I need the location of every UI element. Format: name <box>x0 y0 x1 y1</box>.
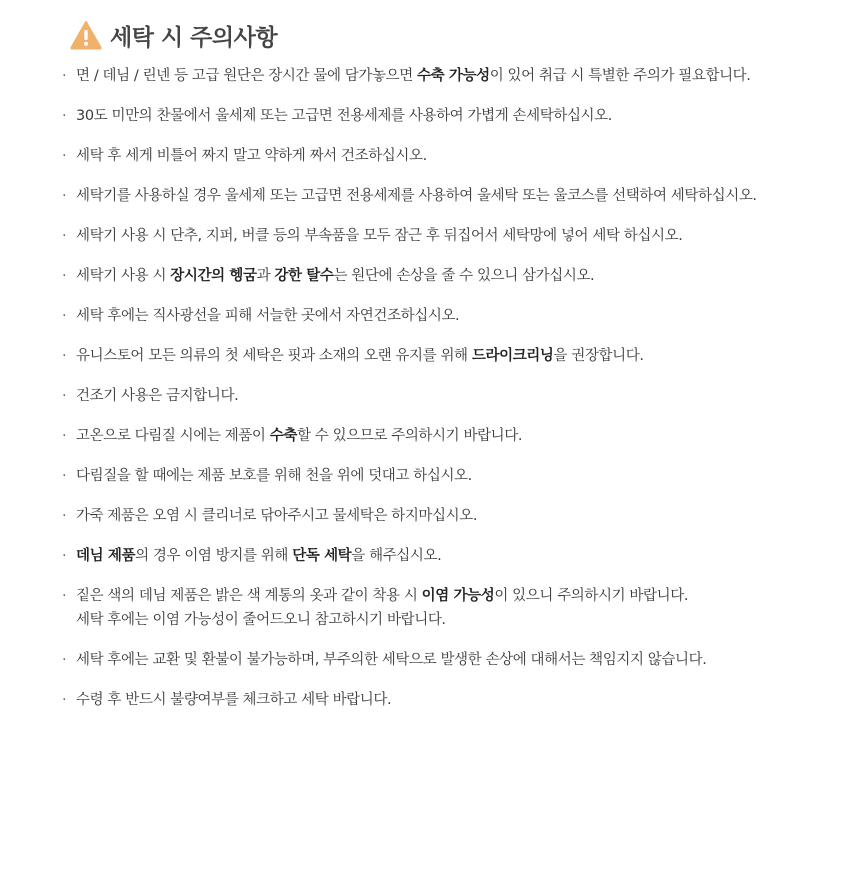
list-item-text: 세탁 후에는 교환 및 환불이 불가능하며, 부주의한 세탁으로 발생한 손상에 대해서는 책임지지 않습니다. <box>76 652 707 668</box>
list-item-text: 가죽 제품은 오염 시 클리너로 닦아주시고 물세탁은 하지마십시오. <box>76 508 478 524</box>
list-item-text: 을 권장합니다. <box>553 348 644 364</box>
list-item <box>62 504 842 528</box>
list-item-text: 짙은 색의 데님 제품은 밝은 색 계통의 옷과 같이 착용 시 <box>76 588 422 604</box>
emphasis-text: 장시간의 헹굼 <box>170 268 257 284</box>
list-item <box>62 304 842 328</box>
emphasis-text: 수축 <box>269 428 297 444</box>
list-item <box>62 544 842 568</box>
warning-icon <box>70 20 102 50</box>
list-item-text: 는 원단에 손상을 줄 수 있으니 삼가십시오. <box>333 268 595 284</box>
list-item <box>62 104 842 128</box>
list-item <box>62 184 842 208</box>
list-item <box>62 144 842 168</box>
list-item-text: 30도 미만의 찬물에서 울세제 또는 고급면 전용세제를 사용하여 가볍게 손세탁하십시오. <box>76 108 612 124</box>
list-item-text: 수령 후 반드시 불량여부를 체크하고 세탁 바랍니다. <box>76 692 392 708</box>
list-item-text: 할 수 있으므로 주의하시기 바랍니다. <box>296 428 523 444</box>
list-item <box>62 688 842 712</box>
list-item-text: 이 있어 취급 시 특별한 주의가 필요합니다. <box>489 68 751 84</box>
emphasis-text: 수축 가능성 <box>417 68 490 84</box>
list-item <box>62 424 842 448</box>
emphasis-text: 이염 가능성 <box>421 588 495 604</box>
list-item <box>62 384 842 408</box>
list-item <box>62 64 842 88</box>
list-item <box>62 648 842 672</box>
list-item-text: 을 해주십시오. <box>351 548 442 564</box>
list-item <box>62 264 842 288</box>
list-item-text: 세탁기 사용 시 단추, 지퍼, 버클 등의 부속품을 모두 잠근 후 뒤집어서 세탁망에 넣어 세탁 하십시오. <box>76 228 683 244</box>
list-item-text: 세탁 후에는 이염 가능성이 줄어드오니 참고하시기 바랍니다. <box>76 612 446 628</box>
list-item-text: 과 <box>256 268 275 284</box>
instruction-list <box>62 64 842 728</box>
list-item-text: 세탁 후에는 직사광선을 피해 서늘한 곳에서 자연건조하십시오. <box>76 308 460 324</box>
emphasis-text: 단독 세탁 <box>292 548 352 564</box>
list-item <box>62 344 842 368</box>
list-item-text: 고온으로 다림질 시에는 제품이 <box>76 428 270 444</box>
list-item-text: 세탁 후 세게 비틀어 짜지 말고 약하게 짜서 건조하십시오. <box>76 148 427 164</box>
list-item <box>62 464 842 488</box>
emphasis-text: 데님 제품 <box>76 548 136 564</box>
list-item-text: 세탁기 사용 시 <box>76 268 171 284</box>
list-item <box>62 224 842 248</box>
emphasis-text: 강한 탈수 <box>274 268 334 284</box>
list-item-text: 의 경우 이염 방지를 위해 <box>135 548 293 564</box>
list-item-text: 건조기 사용은 금지합니다. <box>76 388 239 404</box>
list-item-text: 이 있으니 주의하시기 바랍니다. <box>494 588 689 604</box>
section-header <box>70 18 277 52</box>
list-item-text: 다림질을 할 때에는 제품 보호를 위해 천을 위에 덧대고 하십시오. <box>76 468 472 484</box>
list-item-text: 면 / 데님 / 린넨 등 고급 원단은 장시간 물에 담가놓으면 <box>76 68 418 84</box>
list-item-text: 유니스토어 모든 의류의 첫 세탁은 핏과 소재의 오랜 유지를 위해 <box>76 348 472 364</box>
list-item <box>62 584 842 632</box>
page-title: 세탁 시 주의사항 <box>110 24 278 51</box>
list-item-text: 세탁기를 사용하실 경우 울세제 또는 고급면 전용세제를 사용하여 울세탁 또는 울코스를 선택하여 세탁하십시오. <box>76 188 757 204</box>
emphasis-text: 드라이크리닝 <box>471 348 554 364</box>
